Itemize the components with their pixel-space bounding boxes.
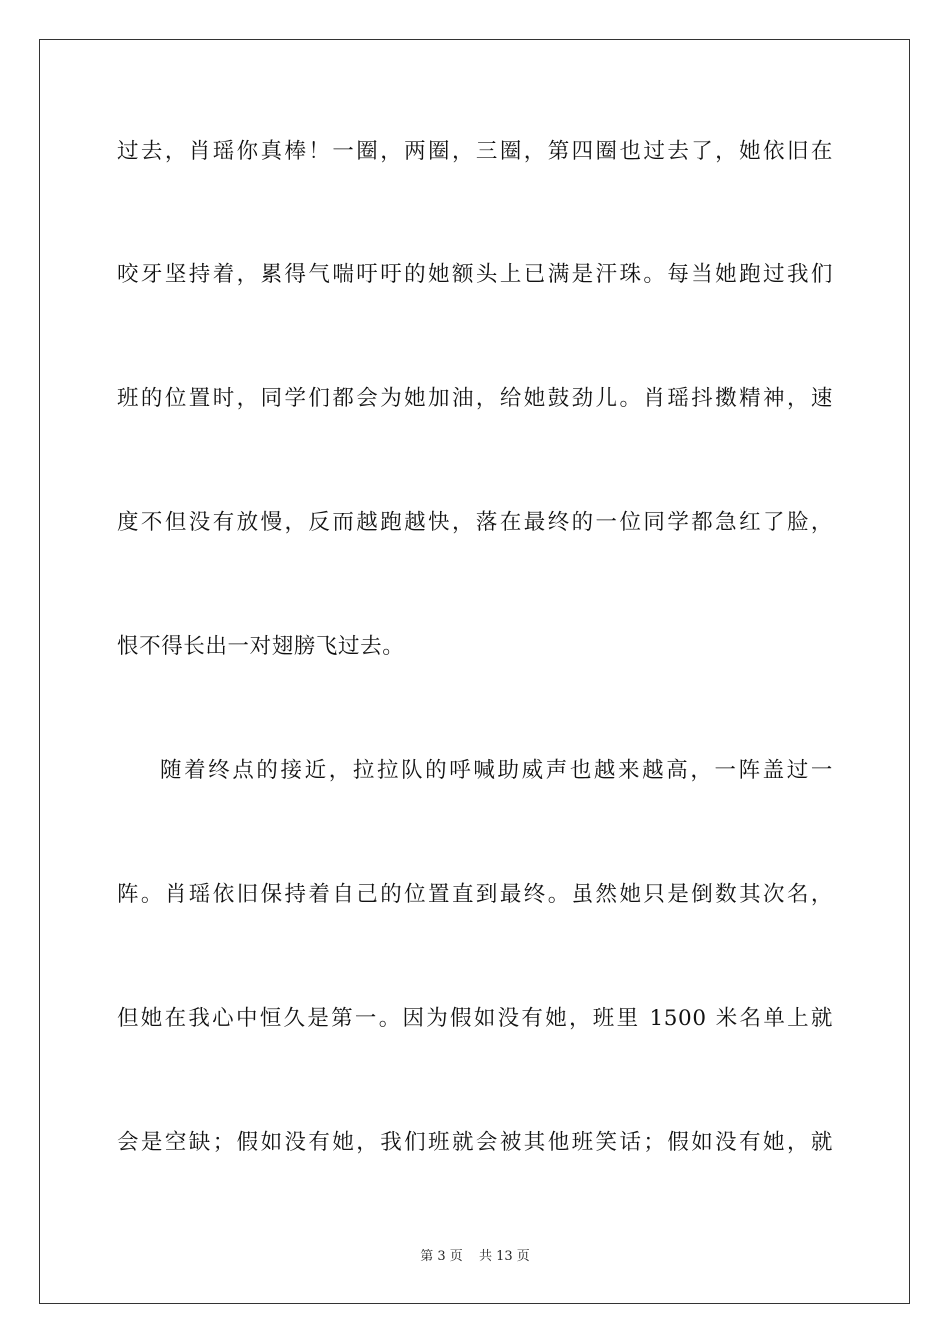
- page-number: 第 3 页: [420, 1249, 463, 1264]
- page-border: [39, 39, 910, 1304]
- page-total: 共 13 页: [478, 1249, 530, 1264]
- text-line-4: 度不但没有放慢，反而越跑越快，落在最终的一位同学都急红了脸，: [117, 510, 833, 535]
- text-line-8: 但她在我心中恒久是第一。因为假如没有她，班里 1500 米名单上就: [117, 1006, 833, 1031]
- text-line-2: 咬牙坚持着，累得气喘吁吁的她额头上已满是汗珠。每当她跑过我们: [117, 262, 833, 287]
- text-line-5: 恨不得长出一对翅膀飞过去。: [117, 634, 405, 659]
- text-line-9: 会是空缺；假如没有她，我们班就会被其他班笑话；假如没有她，就: [117, 1130, 833, 1155]
- text-line-1: 过去，肖瑶你真棒！一圈，两圈，三圈，第四圈也过去了，她依旧在: [117, 139, 833, 164]
- page-footer: [0, 1248, 950, 1266]
- text-line-3: 班的位置时，同学们都会为她加油，给她鼓劲儿。肖瑶抖擞精神，速: [117, 386, 833, 411]
- text-line-7: 阵。肖瑶依旧保持着自己的位置直到最终。虽然她只是倒数其次名，: [117, 882, 833, 907]
- text-line-6: 随着终点的接近，拉拉队的呼喊助威声也越来越高，一阵盖过一: [160, 758, 833, 783]
